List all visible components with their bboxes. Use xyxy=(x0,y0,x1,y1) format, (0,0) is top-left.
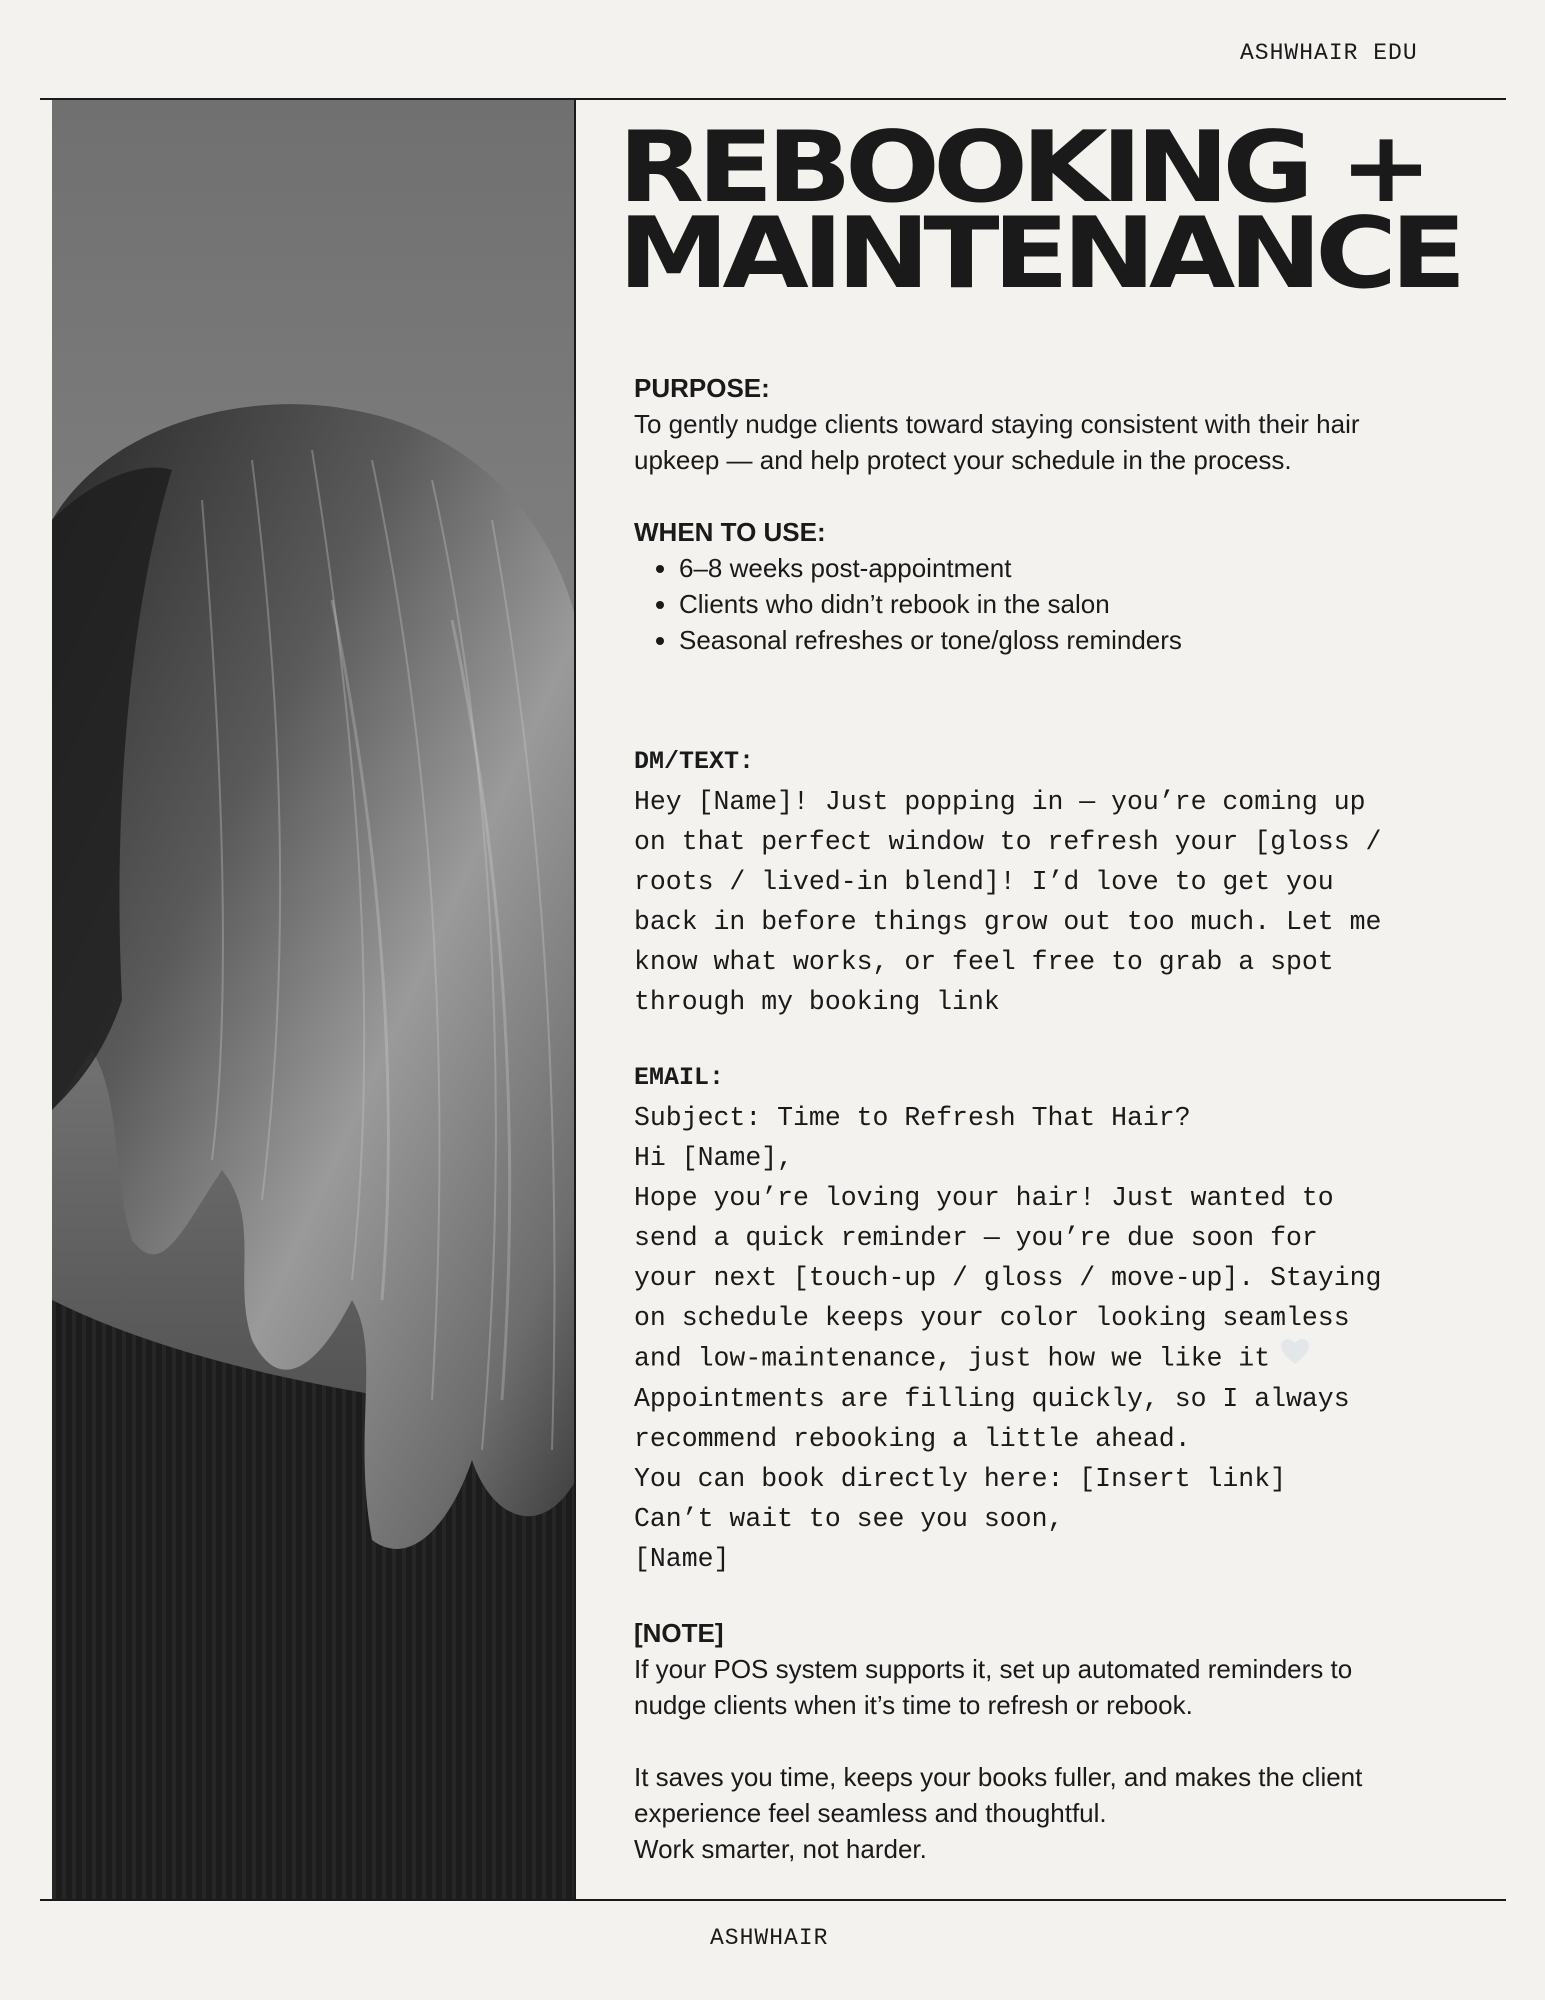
dm-text-label: DM/TEXT: xyxy=(634,747,755,776)
email-line: Subject: Time to Refresh That Hair? xyxy=(634,1103,1191,1133)
heart-icon xyxy=(1280,1338,1310,1379)
email-line: send a quick reminder — you’re due soon for xyxy=(634,1223,1318,1253)
dm-text-line: back in before things grow out too much. Let me xyxy=(634,907,1382,937)
hair-photo xyxy=(52,100,576,1899)
note-line: experience feel seamless and thoughtful. xyxy=(634,1798,1107,1828)
note-line: nudge clients when it’s time to refresh or rebook. xyxy=(634,1690,1193,1720)
dm-text-line: through my booking link xyxy=(634,987,1000,1017)
email-line: recommend rebooking a little ahead. xyxy=(634,1424,1191,1454)
note-line: If your POS system supports it, set up automated reminders to xyxy=(634,1654,1353,1684)
note-label: [NOTE] xyxy=(634,1618,724,1648)
purpose-label: PURPOSE: xyxy=(634,373,770,403)
when-to-use-list xyxy=(634,550,1474,658)
purpose-line: upkeep — and help protect your schedule in the process. xyxy=(634,445,1292,475)
dm-text-line: know what works, or feel free to grab a spot xyxy=(634,947,1334,977)
email-line: Hope you’re loving your hair! Just wanted to xyxy=(634,1183,1334,1213)
title-line-1: REBOOKING + xyxy=(618,111,1427,225)
list-item: • Seasonal refreshes or tone/gloss reminders xyxy=(679,622,1474,658)
dm-text-line: Hey [Name]! Just popping in — you’re coming up xyxy=(634,787,1366,817)
email-line: [Name] xyxy=(634,1544,730,1574)
note-line: Work smarter, not harder. xyxy=(634,1834,927,1864)
title-line-2: MAINTENANCE xyxy=(618,197,1460,311)
email-line: and low-maintenance, just how we like it xyxy=(634,1343,1271,1374)
content-column xyxy=(634,370,1474,1867)
dm-text-line: roots / lived-in blend]! I’d love to get you xyxy=(634,867,1334,897)
list-item: • Clients who didn’t rebook in the salon xyxy=(679,586,1474,622)
bottom-divider xyxy=(40,1899,1506,1901)
note-line: It saves you time, keeps your books fuller, and makes the client xyxy=(634,1762,1363,1792)
dm-text-line: on that perfect window to refresh your [gloss / xyxy=(634,827,1382,857)
email-line: Appointments are filling quickly, so I always xyxy=(634,1384,1350,1414)
page-title xyxy=(618,111,1460,311)
purpose-line: To gently nudge clients toward staying consistent with their hair xyxy=(634,409,1360,439)
email-label: EMAIL: xyxy=(634,1063,725,1092)
list-item: • 6–8 weeks post-appointment xyxy=(679,550,1474,586)
email-line: your next [touch-up / gloss / move-up]. Staying xyxy=(634,1263,1382,1293)
email-line: Hi [Name], xyxy=(634,1143,794,1173)
footer-brand: ASHWHAIR xyxy=(710,1925,829,1951)
when-to-use-label: WHEN TO USE: xyxy=(634,517,826,547)
email-line: Can’t wait to see you soon, xyxy=(634,1504,1064,1534)
email-line: on schedule keeps your color looking seamless xyxy=(634,1303,1350,1333)
header-brand: ASHWHAIR EDU xyxy=(1240,40,1418,66)
email-line-with-heart xyxy=(634,1338,1474,1379)
email-line: You can book directly here: [Insert link] xyxy=(634,1464,1287,1494)
